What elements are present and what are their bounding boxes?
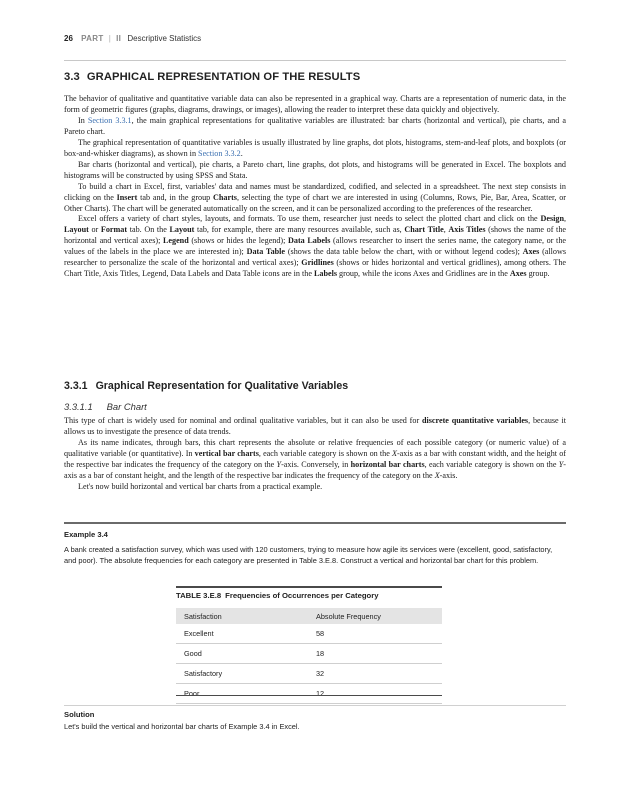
- bold-term: Gridlines: [301, 258, 334, 268]
- bold-term: Layout: [169, 225, 195, 235]
- text-span: .: [240, 148, 243, 158]
- bold-term: Data Labels: [288, 236, 331, 246]
- bar-chart-text: [64, 416, 566, 493]
- text-span: This type of chart is widely used for nominal and ordinal qualitative variables, but it can also be used for: [64, 416, 422, 425]
- text-span: or: [88, 225, 101, 235]
- subsection-heading: [64, 380, 566, 392]
- bar-chart-paragraph-2: [64, 438, 566, 482]
- bold-term: Layout: [64, 225, 89, 235]
- intro-paragraph-6: [64, 214, 566, 280]
- section-number: 3.3: [64, 71, 80, 83]
- text-span: , selecting the type of chart we are interested in using (Columns, Rows, Pie, Bar, Area, Scatter, or Other Charts). The chart will be generated automatically on the screen, and it can be personalized according to the preferences of the researcher.: [64, 192, 567, 213]
- frequency-cell: 32: [316, 669, 325, 678]
- category-cell: Poor: [184, 689, 200, 698]
- text-span: tab. On the: [127, 225, 170, 235]
- text-span: tab and, in the group: [137, 192, 214, 202]
- chapter-title: Descriptive Statistics: [127, 34, 202, 43]
- category-cell: Excellent: [184, 629, 214, 638]
- bold-term: Legend: [162, 236, 189, 246]
- text-span: tab, for example, there are many resources available, such as,: [194, 225, 405, 235]
- italic-term: X: [391, 448, 397, 458]
- section-heading: [64, 71, 566, 83]
- category-cell: Satisfactory: [184, 669, 223, 678]
- intro-paragraph-3: [64, 138, 566, 160]
- intro-paragraph-2: [64, 116, 566, 138]
- bold-term: Axes: [509, 269, 527, 279]
- italic-term: X: [434, 470, 440, 480]
- table-header-row: [176, 608, 442, 624]
- text-span: -axis as a bar of constant height, and the length of the respective bar indicates the frequency of the category on the: [64, 459, 566, 480]
- frequency-cell: 18: [316, 649, 325, 658]
- frequency-cell: 12: [316, 689, 325, 698]
- text-span: In: [78, 115, 88, 125]
- bold-term: Labels: [313, 269, 338, 279]
- bold-term: discrete quantitative variables: [421, 416, 529, 425]
- section-3-3-2-link[interactable]: Section 3.3.2: [198, 148, 241, 158]
- bold-term: Axes: [522, 247, 540, 257]
- text-span: , the main graphical representations for qualitative variables are illustrated: bar charts (horizontal and vertical), pie charts, and a Pareto chart.: [64, 115, 566, 136]
- subsection-number: 3.3.1: [64, 380, 88, 392]
- text-span: group, while the icons Axes and Gridlines are in the: [337, 269, 510, 279]
- italic-term: Y: [558, 459, 564, 469]
- section-3-3-1-link[interactable]: Section 3.3.1: [87, 115, 132, 125]
- table-top-rule: [176, 586, 442, 588]
- bar-chart-paragraph-3: Let's now build horizontal and vertical bar charts from a practical example.: [78, 481, 323, 491]
- running-head-separator: |: [108, 34, 111, 43]
- text-span: , each variable category is shown on the: [258, 448, 392, 458]
- text-span: group.: [526, 269, 550, 279]
- text-span: (allows researcher to insert the series name, the category name, or the values of the labels in the place we are interested in);: [64, 236, 566, 257]
- text-span: To build a chart in Excel, first, variables' data and names must be standardized, codified, and selected in a spreadsheet. The next step consists in clicking on the: [64, 181, 566, 202]
- text-span: ,: [563, 214, 566, 224]
- intro-paragraph-5: [64, 182, 566, 215]
- solution-title: Solution: [64, 710, 95, 719]
- intro-paragraph-1: The behavior of qualitative and quantitative variable data can also be represented in a graphical way. Charts are a representation of numeric data, in the form of geometric figures (graphs, diagrams, drawings, or images), allowing the reader to interpret these data quickly and objectively.: [64, 94, 566, 114]
- bold-term: Data Table: [246, 247, 286, 257]
- table-label: TABLE 3.E.8: [176, 591, 222, 600]
- header-rule: [64, 60, 566, 61]
- table-caption-text: Frequencies of Occurrences per Category: [225, 591, 379, 600]
- bold-term: Format: [100, 225, 128, 235]
- table-row: [176, 644, 442, 664]
- text-span: As its name indicates, through bars, this chart represents the absolute or relative frequencies of each possible category (or numeric value) of a qualitative variable (or quantitative). In: [64, 437, 566, 458]
- table-row: [176, 624, 442, 644]
- example-text: A bank created a satisfaction survey, which was used with 120 customers, trying to measure how agile its services were (excellent, good, satisfactory, and poor). The absolute frequencies for each category are presented in Table 3.E.8. Construct a vertical and horizontal bar chart for this problem.: [64, 545, 553, 565]
- part-number: II: [116, 34, 122, 43]
- text-span: (shows or hides horizontal and vertical gridlines), among others. The Chart Title, Axis Titles, Legend, Data Labels and Data Table icons are in the: [64, 258, 566, 279]
- table-row: [176, 684, 442, 704]
- table-row: [176, 664, 442, 684]
- subsubsection-title: Bar Chart: [106, 401, 147, 412]
- text-span: -axis as a bar with constant width, and the height of the respective bar indicates the frequency of the category on the: [64, 448, 567, 469]
- intro-text: [64, 94, 566, 280]
- bold-term: Insert: [116, 192, 138, 202]
- subsubsection-heading: [64, 401, 566, 412]
- text-span: (shows the data table below the chart, with or without legend codes);: [285, 247, 523, 257]
- bold-term: vertical bar charts: [194, 448, 259, 458]
- header-absolute-frequency: Absolute Frequency: [316, 612, 381, 621]
- text-span: , because it allows us to investigate the presence of data trends.: [64, 416, 566, 436]
- frequency-table: [176, 608, 442, 704]
- text-span: (shows the name of the horizontal and vertical axes);: [64, 225, 566, 246]
- bold-term: Axis Titles: [448, 225, 486, 235]
- section-title: GRAPHICAL REPRESENTATION OF THE RESULTS: [86, 71, 361, 83]
- text-span: , each variable category is shown on the: [424, 459, 559, 469]
- solution-text: Let's build the vertical and horizontal bar charts of Example 3.4 in Excel.: [64, 722, 300, 731]
- text-span: -axis.: [439, 470, 458, 480]
- text-span: -axis. Conversely, in: [281, 459, 351, 469]
- text-span: (allows researcher to personalize the scale of the horizontal and vertical axes);: [64, 247, 567, 268]
- bold-term: Charts: [213, 192, 237, 202]
- header-satisfaction: Satisfaction: [184, 612, 222, 621]
- example-title: Example 3.4: [64, 530, 108, 539]
- intro-paragraph-4: Bar charts (horizontal and vertical), pie charts, a Pareto chart, line graphs, dot plots, and histograms will be generated in Excel. The boxplots and histograms will be constructed by using SPSS and Stata.: [64, 159, 566, 180]
- part-label: PART: [81, 34, 104, 43]
- italic-term: Y: [276, 459, 282, 469]
- page-number: 26: [64, 34, 73, 43]
- category-cell: Good: [184, 649, 202, 658]
- example-bottom-rule: [64, 705, 566, 706]
- example-top-rule: [64, 522, 566, 524]
- frequency-cell: 58: [316, 629, 325, 638]
- text-span: The graphical representation of quantitative variables is usually illustrated by line graphs, dot plots, histograms, stem-and-leaf plots, and boxplots (or box-and-whisker diagrams), as shown in: [64, 137, 566, 158]
- table-bottom-rule: [176, 695, 442, 696]
- subsection-title: Graphical Representation for Qualitative Variables: [95, 380, 349, 392]
- bold-term: Chart Title: [404, 225, 444, 235]
- bar-chart-paragraph-1: [64, 416, 566, 438]
- bold-term: horizontal bar charts: [350, 459, 425, 469]
- text-span: ,: [443, 225, 449, 235]
- table-caption: [176, 591, 379, 600]
- text-span: (shows or hides the legend);: [188, 236, 289, 246]
- text-span: Excel offers a variety of chart styles, layouts, and formats. To use them, researcher just needs to select the plotted chart and click on the: [78, 214, 541, 224]
- subsubsection-number: 3.3.1.1: [64, 401, 93, 412]
- running-head: [64, 34, 201, 43]
- bold-term: Design: [540, 214, 564, 224]
